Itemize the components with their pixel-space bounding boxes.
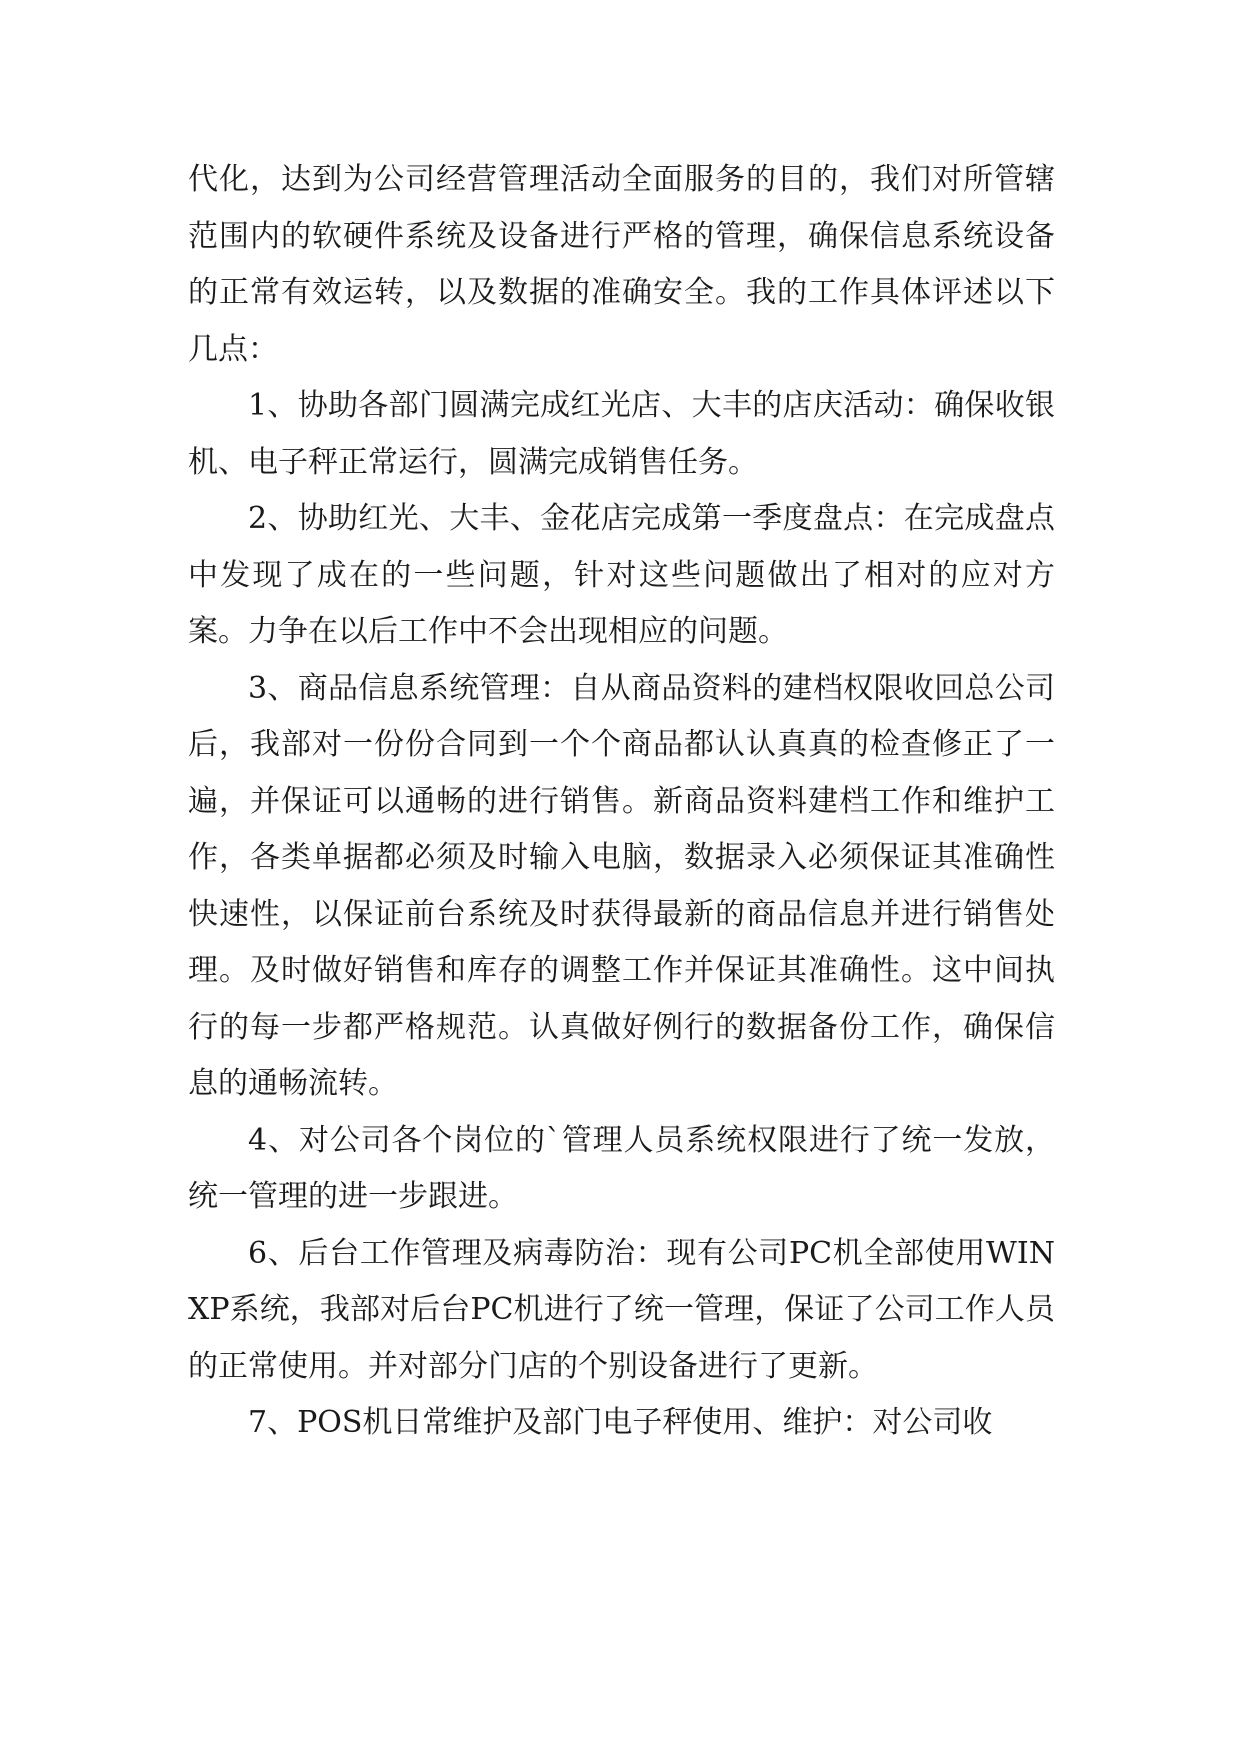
paragraph-item-6: 6、后台工作管理及病毒防治：现有公司PC机全部使用WIN XP系统，我部对后台PC机进行了统一管理，保证了公司工作人员的正常使用。并对部分门店的个别设备进行了更新。 [188,1235,1055,1384]
paragraph-item-1: 1、协助各部门圆满完成红光店、大丰的店庆活动：确保收银机、电子秤正常运行，圆满完成销售任务。 [188,388,1055,480]
paragraph-item-2: 2、协助红光、大丰、金花店完成第一季度盘点：在完成盘点中发现了成在的一些问题，针对这些问题做出了相对的应对方案。力争在以后工作中不会出现相应的问题。 [188,501,1055,649]
document-body [188,152,1055,1452]
paragraph-item-4: 4、对公司各个岗位的`管理人员系统权限进行了统一发放，统一管理的进一步跟进。 [188,1122,1055,1214]
paragraph-item-7: 7、POS机日常维护及部门电子秤使用、维护：对公司收 [248,1405,993,1440]
paragraph-intro: 代化，达到为公司经营管理活动全面服务的目的，我们对所管辖范围内的软硬件系统及设备进行严格的管理，确保信息系统设备的正常有效运转，以及数据的准确安全。我的工作具体评述以下几点： [188,162,1055,367]
paragraph-item-3: 3、商品信息系统管理：自从商品资料的建档权限收回总公司后，我部对一份份合同到一个个商品都认认真真的检查修正了一遍，并保证可以通畅的进行销售。新商品资料建档工作和维护工作，各类单据都必须及时输入电脑，数据录入必须保证其准确性快速性，以保证前台系统及时获得最新的商品信息并进行销售处理。及时做好销售和库存的调整工作并保证其准确性。这中间执行的每一步都严格规范。认真做好例行的数据备份工作，确保信息的通畅流转。 [188,670,1055,1101]
